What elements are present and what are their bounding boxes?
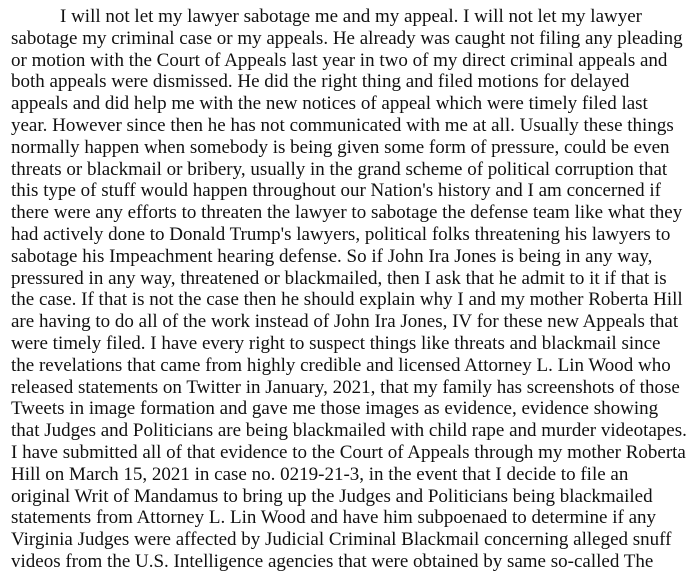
document-body-paragraph	[11, 6, 687, 573]
text-line: both appeals were dismissed. He did the right thing and filed motions for delayed	[11, 71, 630, 93]
text-line: pressured in any way, threatened or blackmailed, then I ask that he admit to it if that is	[11, 267, 667, 289]
text-line: Tweets in image formation and gave me those images as evidence, evidence showing	[11, 398, 659, 420]
text-line: Virginia Judges were affected by Judicial Criminal Blackmail concerning alleged snuff	[11, 529, 672, 551]
text-line: threats or blackmail or bribery, usually in the grand scheme of political corruption that	[11, 158, 668, 180]
text-line: that Judges and Politicians are being blackmailed with child rape and murder videotapes.	[11, 420, 687, 442]
text-line: normally happen when somebody is being given some form of pressure, could be even	[11, 136, 670, 158]
text-line: or motion with the Court of Appeals last year in two of my direct criminal appeals and	[11, 49, 668, 71]
text-line: the case. If that is not the case then he should explain why I and my mother Roberta Hill	[11, 289, 683, 311]
text-line: were timely filed. I have every right to suspect things like threats and blackmail since	[11, 332, 661, 354]
text-line: original Writ of Mandamus to bring up the Judges and Politicians being blackmailed	[11, 485, 653, 507]
text-line: appeals and did help me with the new notices of appeal which were timely filed last	[11, 93, 648, 115]
text-line: are having to do all of the work instead of John Ira Jones, IV for these new Appeals that	[11, 311, 679, 333]
text-line: videos from the U.S. Intelligence agencies that were obtained by same so-called The	[11, 550, 654, 572]
text-line: Hill on March 15, 2021 in case no. 0219-21-3, in the event that I decide to file an	[11, 463, 629, 485]
text-line: there were any efforts to threaten the lawyer to sabotage the defense team like what they	[11, 202, 683, 224]
text-line: released statements on Twitter in January, 2021, that my family has screenshots of those	[11, 376, 680, 398]
text-line: the revelations that came from highly credible and licensed Attorney L. Lin Wood who	[11, 354, 671, 376]
text-line: sabotage his Impeachment hearing defense. So if John Ira Jones is being in any way,	[11, 245, 653, 267]
text-line: sabotage my criminal case or my appeals. He already was caught not filing any pleading	[11, 27, 683, 49]
text-line: I have submitted all of that evidence to the Court of Appeals through my mother Roberta	[11, 441, 686, 463]
text-line: statements from Attorney L. Lin Wood and have him subpoenaed to determine if any	[11, 507, 657, 529]
text-line: I will not let my lawyer sabotage me and my appeal. I will not let my lawyer	[60, 6, 642, 27]
text-line: this type of stuff would happen throughout our Nation's history and I am concerned if	[11, 180, 661, 202]
text-line: year. However since then he has not communicated with me at all. Usually these things	[11, 114, 674, 136]
text-line: had actively done to Donald Trump's lawyers, political folks threatening his lawyers to	[11, 223, 671, 245]
